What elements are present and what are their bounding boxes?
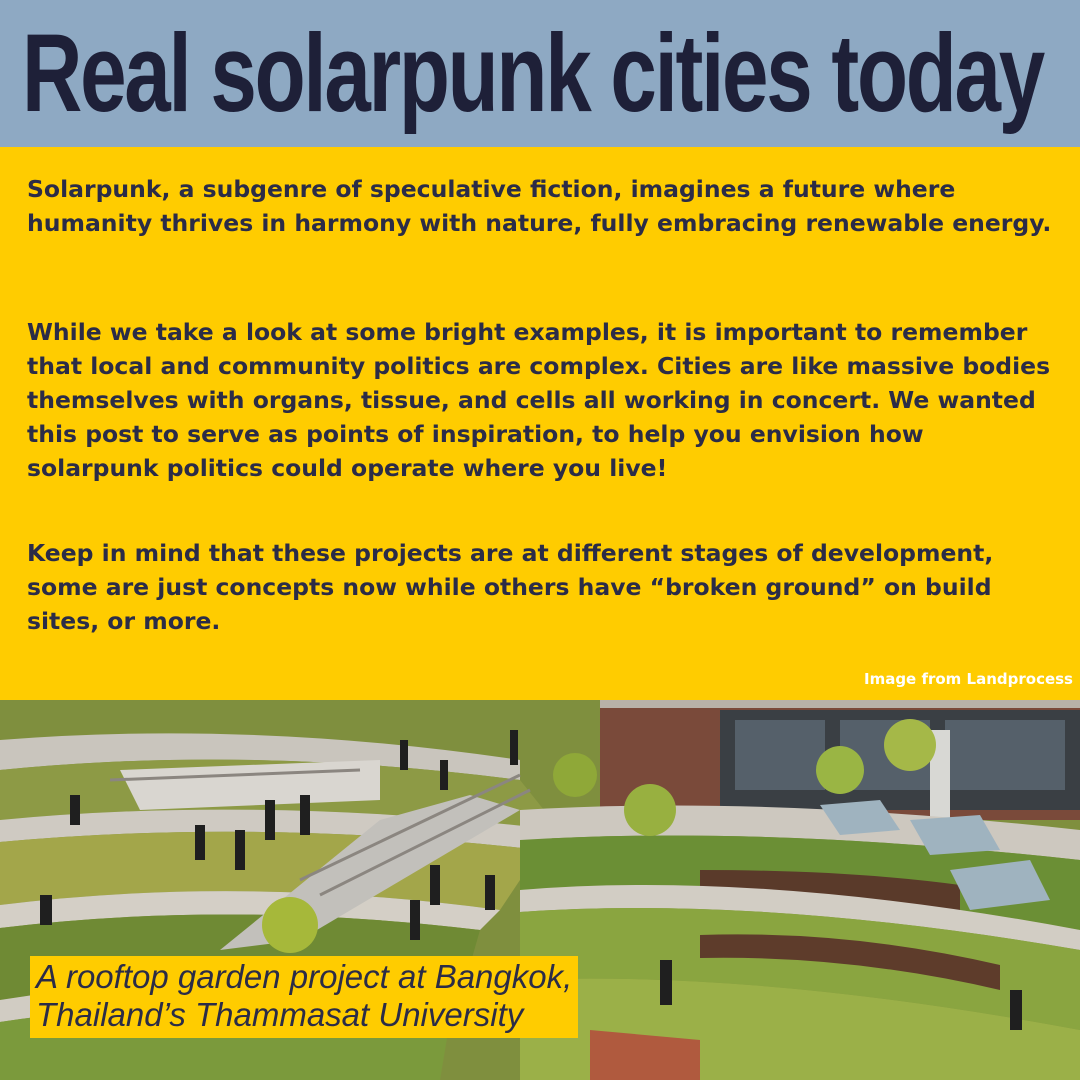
caption-line-1: A rooftop garden project at Bangkok, bbox=[36, 958, 573, 995]
context-paragraph: While we take a look at some bright examples, it is important to remember that local and community politics are complex. Cities are like massive bodies themselves with organs, tissue, and cells all working in concert. We wanted this post to serve as points of inspiration, to help you envision how solarpunk politics could operate where you live! bbox=[27, 318, 1051, 482]
intro-paragraph: Solarpunk, a subgenre of speculative fiction, imagines a future where humanity thrives in harmony with nature, fully embracing renewable energy. bbox=[27, 175, 1052, 237]
photo-caption bbox=[30, 956, 578, 1038]
header-banner bbox=[0, 0, 1080, 147]
image-credit: Image from Landprocess bbox=[863, 670, 1073, 688]
text-panel bbox=[0, 147, 1080, 700]
page-title: Real solarpunk cities today bbox=[22, 12, 1043, 135]
caption-line-2: Thailand’s Thammasat University bbox=[36, 996, 524, 1033]
stages-paragraph: Keep in mind that these projects are at different stages of development, some are just concepts now while others have “broken ground” on build sites, or more. bbox=[27, 539, 994, 635]
